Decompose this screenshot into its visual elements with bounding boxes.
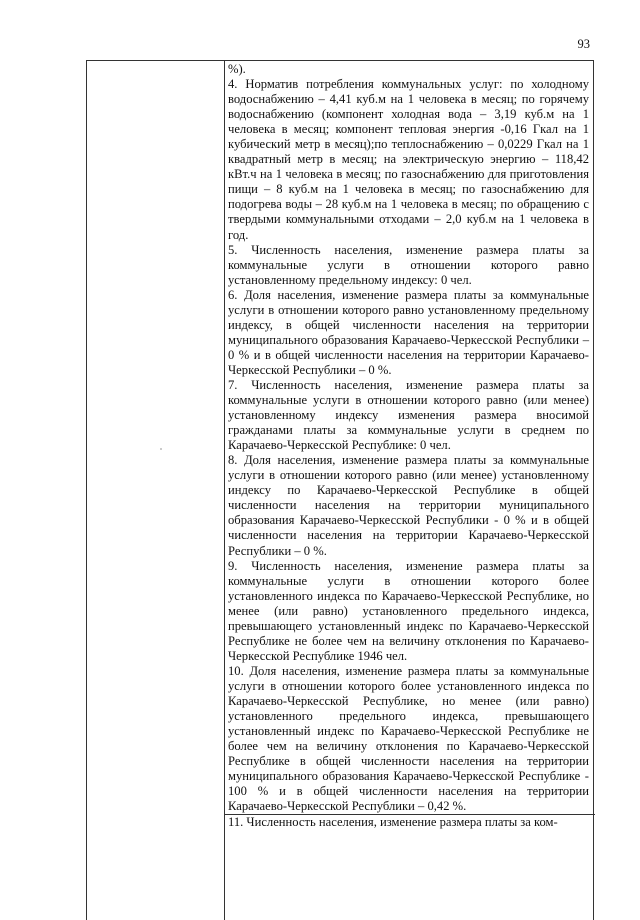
paragraph-item-4: 4. Норматив потребления коммунальных услуг: по холодному водоснабжению – 4,41 куб.м на 1 человека в месяц; по горячему водоснабжению (компонент холодная вода – 3,19 куб.м на 1 человека в месяц; компонент тепловая энергия -0,16 Гкал на 1 кубический метр в месяц);по теплоснабжению – 0,0229 Гкал на 1 квадратный метр в месяц; на электрическую энергию – 118,42 кВт.ч на 1 человека в месяц; по газоснабжению для приготовления пищи – 8 куб.м на 1 человека в месяц; по газоснабжению для подогрева воды – 28 куб.м на 1 человека в месяц; по обращению с твердыми коммунальными отходами – 2,0 куб.м на 1 человека в год. <box>228 77 589 242</box>
paragraph-item-9: 9. Численность населения, изменение размера платы за коммунальные услуги в отношении которого более установленного индекса по Карачаево-Черкесской Республике, но менее (или равно) установленного предельного индекса, превышающего установленный индекс по Карачаево-Черкесской Республике не более чем на величину отклонения по Карачаево-Черкесской Республике 1946 чел. <box>228 558 589 663</box>
scan-speck <box>160 448 162 450</box>
table-left-column <box>87 61 224 920</box>
paragraph-item-11: 11. Численность населения, изменение размера платы за ком- <box>228 815 558 830</box>
paragraph-item-5: 5. Численность населения, изменение размера платы за коммунальные услуги в отношении которого равно установленному предельному индексу: 0 чел. <box>228 242 589 287</box>
paragraph-item-10: 10. Доля населения, изменение размера платы за коммунальные услуги в отношении которого более установленного индекса по Карачаево-Черкесской Республике, но менее (или равно) установленного предельного индекса, превышающего установленный индекс по Карачаево-Черкесской Республике не более чем на величину отклонения по Карачаево-Черкесской Республике в общей численности населения на территории муниципального образования Карачаево-Черкесской Республике - 100 % и в общей численности населения на территории Карачаево-Черкесской Республики – 0,42 %. <box>224 664 595 815</box>
paragraph-item-6: 6. Доля населения, изменение размера платы за коммунальные услуги в отношении которого равно установленному предельному индексу, в общей численности населения на территории муниципального образования Карачаево-Черкесской Республики – 0 % и в общей численности населения на территории Карачаево-Черкесской Республики – 0 %. <box>228 287 589 377</box>
table-right-column <box>228 62 589 830</box>
document-table <box>86 60 594 920</box>
paragraph-continuation: %). <box>228 62 246 76</box>
paragraph-item-8: 8. Доля населения, изменение размера платы за коммунальные услуги в отношении которого равно (или менее) установленному индексу по Карачаево-Черкесской Республике в общей численности населения на территории муниципального образования Карачаево-Черкесской Республики - 0 % и в общей численности населения на территории Карачаево-Черкесской Республики – 0 %. <box>228 453 589 558</box>
page-number: 93 <box>577 37 590 51</box>
paragraph-item-7: 7. Численность населения, изменение размера платы за коммунальные услуги в отношении которого равно (или менее) установленному индексу изменения размера вносимой гражданами платы за коммунальные услуги в среднем по Карачаево-Черкесской Республике: 0 чел. <box>228 377 589 453</box>
